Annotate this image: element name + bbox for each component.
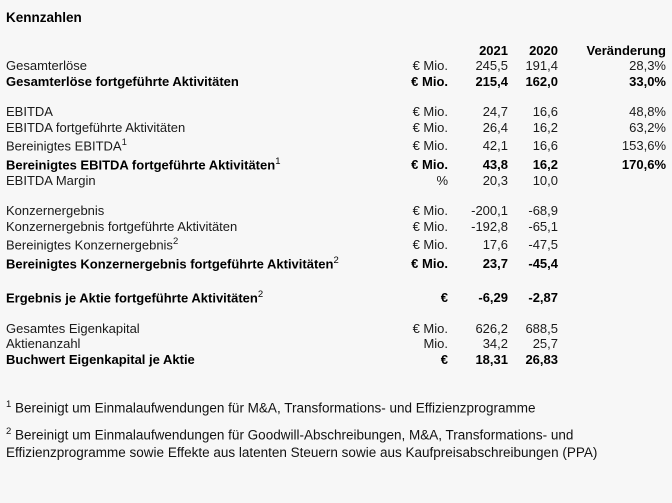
table-row	[6, 135, 666, 154]
value-2020-cell: 26,83	[525, 351, 558, 367]
table-row	[6, 203, 666, 219]
footnote-marker: 2	[333, 254, 339, 266]
unit-cell: € Mio.	[412, 58, 448, 73]
footnote-marker: 1	[121, 137, 127, 148]
value-2021-cell: -200,1	[471, 203, 508, 219]
table-row	[6, 321, 666, 337]
table-row	[6, 253, 666, 272]
table-row	[6, 58, 666, 74]
value-2021-cell: 43,8	[482, 157, 508, 173]
unit-cell: € Mio.	[412, 203, 448, 219]
footnote	[6, 396, 665, 418]
table-section	[6, 287, 666, 306]
value-2020-cell: 16,2	[532, 119, 558, 135]
row-label: Bereinigtes Konzernergebnis fortgeführte Aktivitäten$^2$	[6, 254, 339, 272]
row-label: EBITDA Margin	[6, 172, 96, 188]
value-2021-cell: 215,4	[475, 73, 508, 89]
value-2021-cell: 18,31	[475, 351, 508, 367]
value-2021-cell: -192,8	[471, 218, 508, 234]
change-cell: 33,0%	[629, 73, 666, 89]
unit-cell: € Mio.	[412, 237, 448, 253]
value-2021-cell: 26,4	[482, 119, 508, 135]
header-col-2021: 2021	[479, 43, 508, 58]
value-2020-cell: 16,2	[532, 157, 558, 173]
footnote-marker: 2	[257, 288, 264, 300]
unit-cell: €	[440, 290, 448, 306]
value-2020-cell: -47,5	[528, 237, 558, 253]
unit-cell: %	[436, 172, 448, 188]
unit-cell: € Mio.	[412, 218, 448, 234]
page-title: Kennzahlen	[6, 10, 82, 25]
table-row	[6, 352, 666, 368]
value-2021-cell: 626,2	[475, 320, 508, 336]
table-row	[6, 219, 666, 235]
value-2021-cell: 20,3	[482, 172, 508, 188]
header-col-2020: 2020	[529, 43, 558, 58]
footnote-marker: 2	[172, 236, 179, 248]
value-2021-cell: 34,2	[482, 336, 508, 352]
unit-cell: € Mio.	[412, 119, 448, 135]
unit-cell: € Mio.	[411, 157, 448, 173]
value-2020-cell: -2,87	[528, 290, 558, 306]
unit-cell: € Mio.	[411, 256, 448, 272]
footnote-marker: 1	[275, 155, 281, 167]
unit-cell: € Mio.	[411, 73, 448, 89]
value-2021-cell: 23,7	[482, 256, 508, 272]
table-header-row	[6, 43, 666, 58]
footnote-marker: 2	[6, 425, 12, 437]
table-section	[6, 321, 666, 368]
footnote-text: Bereinigt um Einmalaufwendungen für Goodwill-Abschreibungen, M&A, Transformations- und Effizienzprogramme sowie Effekte aus latenten Steuern sowie aus Kaufpreisabschreibungen (PPA)	[6, 427, 598, 461]
table-section	[6, 58, 666, 89]
row-label: Gesamterlöse	[6, 58, 87, 73]
footnote-text: Bereinigt um Einmalaufwendungen für M&A, Transformations- und Effizienzprogramme	[11, 400, 536, 416]
table-row	[6, 154, 666, 173]
row-label: EBITDA	[6, 104, 53, 119]
value-2020-cell: -65,1	[528, 218, 558, 234]
table-row	[6, 234, 666, 253]
row-label: Ergebnis je Aktie fortgeführte Aktivitäten$^2$	[6, 288, 264, 306]
row-label: Bereinigtes Konzernergebnis$^2$	[6, 236, 179, 253]
header-col-change: Veränderung	[586, 43, 666, 58]
row-label: Aktienanzahl	[6, 336, 81, 352]
table-row	[6, 173, 666, 189]
row-label: Gesamterlöse fortgeführte Aktivitäten	[6, 73, 239, 89]
value-2021-cell: 17,6	[482, 237, 508, 253]
table-section	[6, 203, 666, 272]
value-2020-cell: 162,0	[525, 73, 558, 89]
kennzahlen-table	[6, 58, 666, 367]
table-row	[6, 104, 666, 120]
unit-cell: €	[440, 351, 448, 367]
footnote	[6, 423, 665, 463]
change-cell: 63,2%	[629, 119, 666, 135]
table-row	[6, 336, 666, 352]
value-2021-cell: -6,29	[478, 290, 508, 306]
footnote-marker: 1	[6, 399, 12, 411]
footnotes	[6, 396, 666, 462]
value-2020-cell: 16,6	[532, 138, 558, 154]
value-2020-cell: 688,5	[525, 320, 558, 336]
row-label: Konzernergebnis fortgeführte Aktivitäten	[6, 218, 238, 234]
value-2021-cell: 245,5	[475, 58, 508, 73]
value-2020-cell: -68,9	[528, 203, 558, 219]
change-cell: 153,6%	[621, 138, 666, 154]
unit-cell: € Mio.	[412, 320, 448, 336]
value-2020-cell: 191,4	[525, 58, 558, 73]
row-label: Bereinigtes EBITDA fortgeführte Aktivitäten$^1$	[6, 155, 281, 173]
row-label: Bereinigtes EBITDA$^1$	[6, 137, 127, 154]
unit-cell: € Mio.	[412, 104, 448, 119]
value-2020-cell: 10,0	[532, 172, 558, 188]
unit-cell: € Mio.	[412, 138, 448, 154]
unit-cell: Mio.	[423, 336, 448, 352]
row-label: Gesamtes Eigenkapital	[6, 320, 140, 336]
table-row	[6, 287, 666, 306]
value-2020-cell: 16,6	[532, 104, 558, 119]
change-cell: 48,8%	[629, 104, 666, 119]
table-row	[6, 74, 666, 90]
row-label: Buchwert Eigenkapital je Aktie	[6, 351, 195, 367]
row-label: EBITDA fortgeführte Aktivitäten	[6, 119, 186, 135]
value-2020-cell: -45,4	[528, 256, 558, 272]
value-2020-cell: 25,7	[532, 336, 558, 352]
row-label: Konzernergebnis	[6, 203, 105, 219]
change-cell: 170,6%	[621, 157, 666, 173]
value-2021-cell: 24,7	[482, 104, 508, 119]
value-2021-cell: 42,1	[482, 138, 508, 154]
table-section	[6, 104, 666, 188]
change-cell: 28,3%	[629, 58, 666, 73]
table-row	[6, 120, 666, 136]
